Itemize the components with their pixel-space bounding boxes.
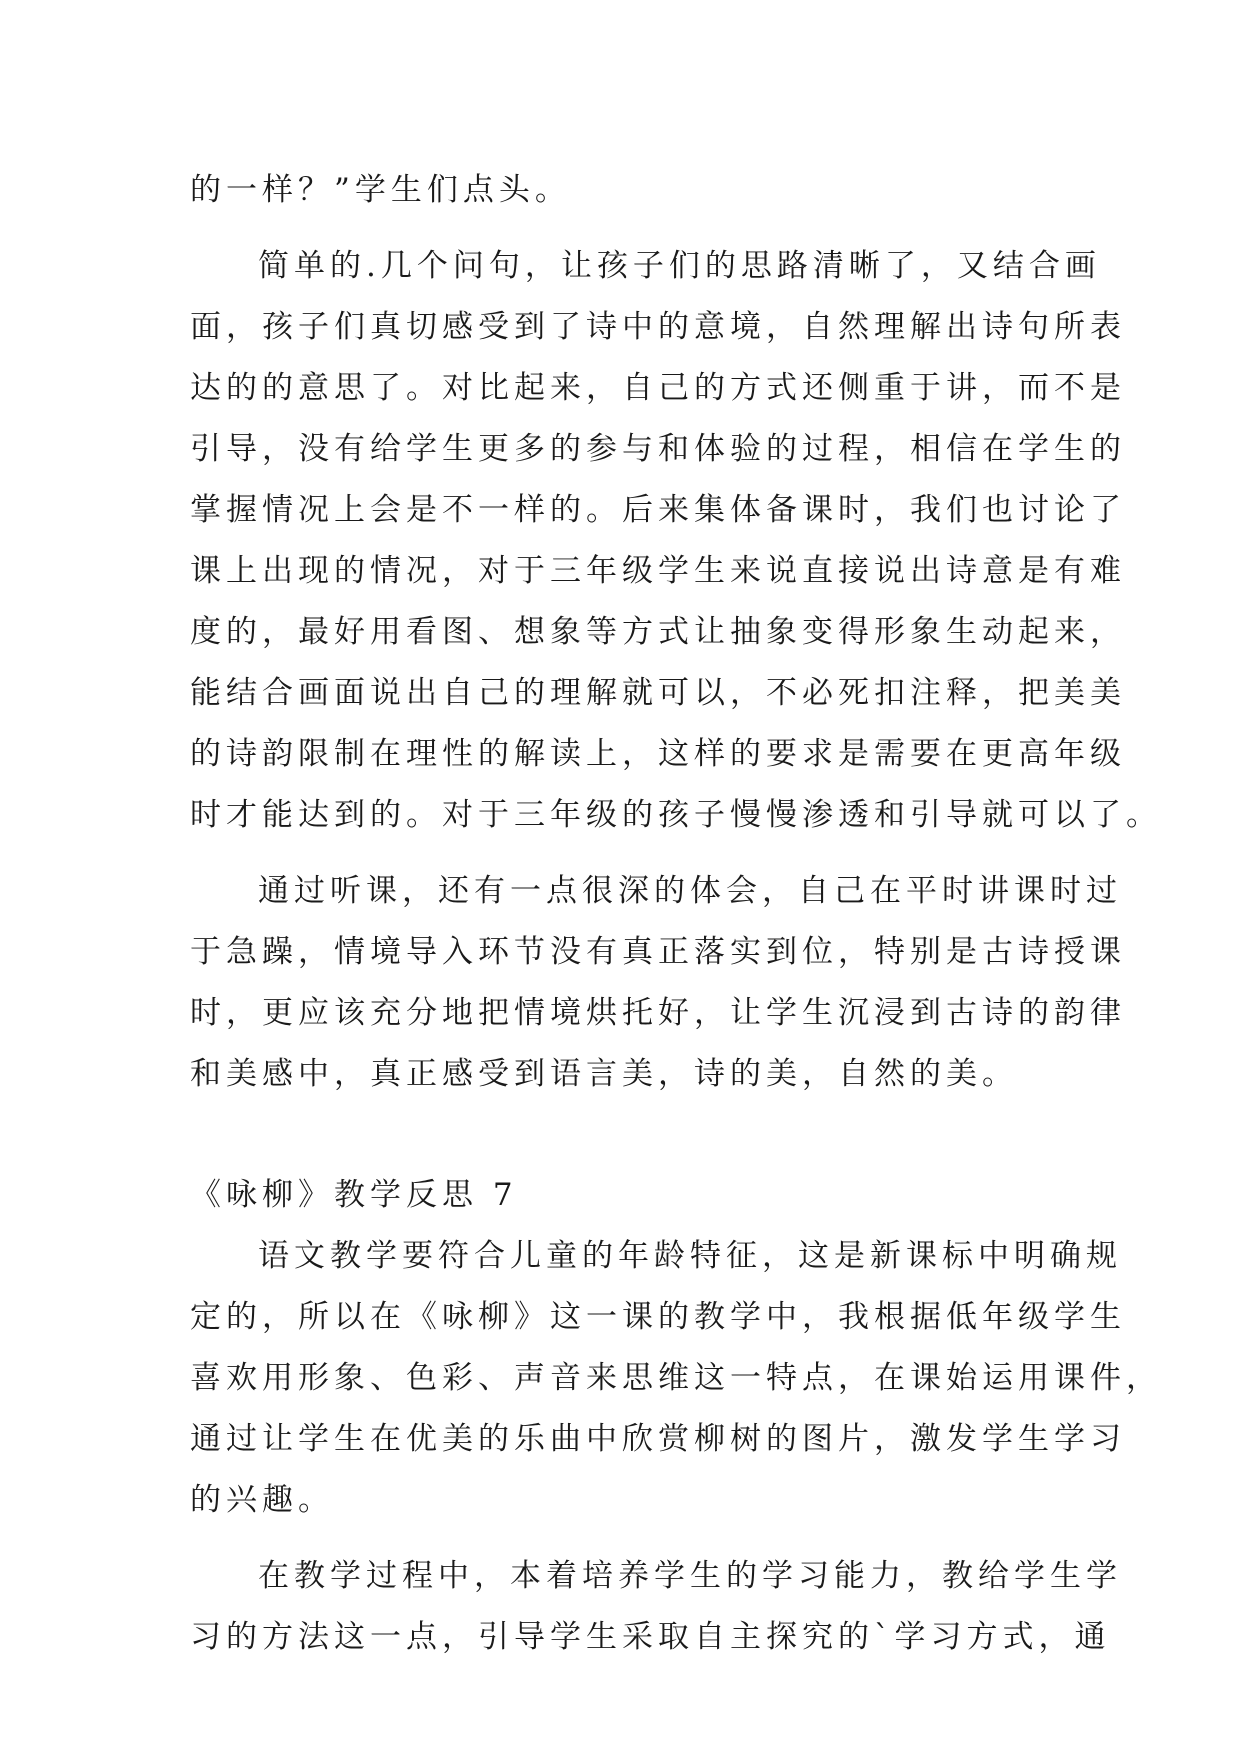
- text-line: 度的，最好用看图、想象等方式让抽象变得形象生动起来，: [190, 614, 1126, 650]
- text-line: 定的，所以在《咏柳》这一课的教学中，我根据低年级学生: [190, 1299, 1126, 1335]
- text-line: 语文教学要符合儿童的年龄特征，这是新课标中明确规: [258, 1238, 1122, 1274]
- text-line: 时才能达到的。对于三年级的孩子慢慢渗透和引导就可以了。: [190, 797, 1162, 833]
- document-body: [190, 160, 1162, 1683]
- paragraph: [190, 1226, 1162, 1531]
- text-line: 喜欢用形象、色彩、声音来思维这一特点，在课始运用课件，: [190, 1360, 1162, 1396]
- text-line: 课上出现的情况，对于三年级学生来说直接说出诗意是有难: [190, 553, 1126, 589]
- text-line: 于急躁，情境导入环节没有真正落实到位，特别是古诗授课: [190, 934, 1126, 970]
- text-line: 时，更应该充分地把情境烘托好，让学生沉浸到古诗的韵律: [190, 995, 1126, 1031]
- text-line: 通过听课，还有一点很深的体会，自己在平时讲课时过: [258, 873, 1122, 909]
- text-line: 在教学过程中，本着培养学生的学习能力，教给学生学: [258, 1558, 1122, 1594]
- paragraph: [190, 160, 1060, 221]
- text-line: 的兴趣。: [190, 1482, 334, 1518]
- text-line: 习的方法这一点，引导学生采取自主探究的`学习方式，通: [190, 1619, 1111, 1655]
- text-line: 能结合画面说出自己的理解就可以，不必死扣注释，把美美: [190, 675, 1126, 711]
- paragraph: [190, 1546, 1122, 1668]
- text-line: 掌握情况上会是不一样的。后来集体备课时，我们也讨论了: [190, 492, 1126, 528]
- section-title: 《咏柳》教学反思 7: [190, 1177, 518, 1213]
- paragraph: [190, 861, 1126, 1105]
- text-line: 的一样？”学生们点头。: [190, 172, 571, 208]
- text-line: 和美感中，真正感受到语言美，诗的美，自然的美。: [190, 1056, 1018, 1092]
- text-line: 的诗韵限制在理性的解读上，这样的要求是需要在更高年级: [190, 736, 1126, 772]
- text-line: 面，孩子们真切感受到了诗中的意境，自然理解出诗句所表: [190, 309, 1126, 345]
- text-line: 通过让学生在优美的乐曲中欣赏柳树的图片，激发学生学习: [190, 1421, 1126, 1457]
- paragraph: [190, 236, 1162, 846]
- text-line: 达的的意思了。对比起来，自己的方式还侧重于讲，而不是: [190, 370, 1126, 406]
- text-line: 简单的.几个问句，让孩子们的思路清晰了，又结合画: [258, 248, 1101, 284]
- text-line: 引导，没有给学生更多的参与和体验的过程，相信在学生的: [190, 431, 1126, 467]
